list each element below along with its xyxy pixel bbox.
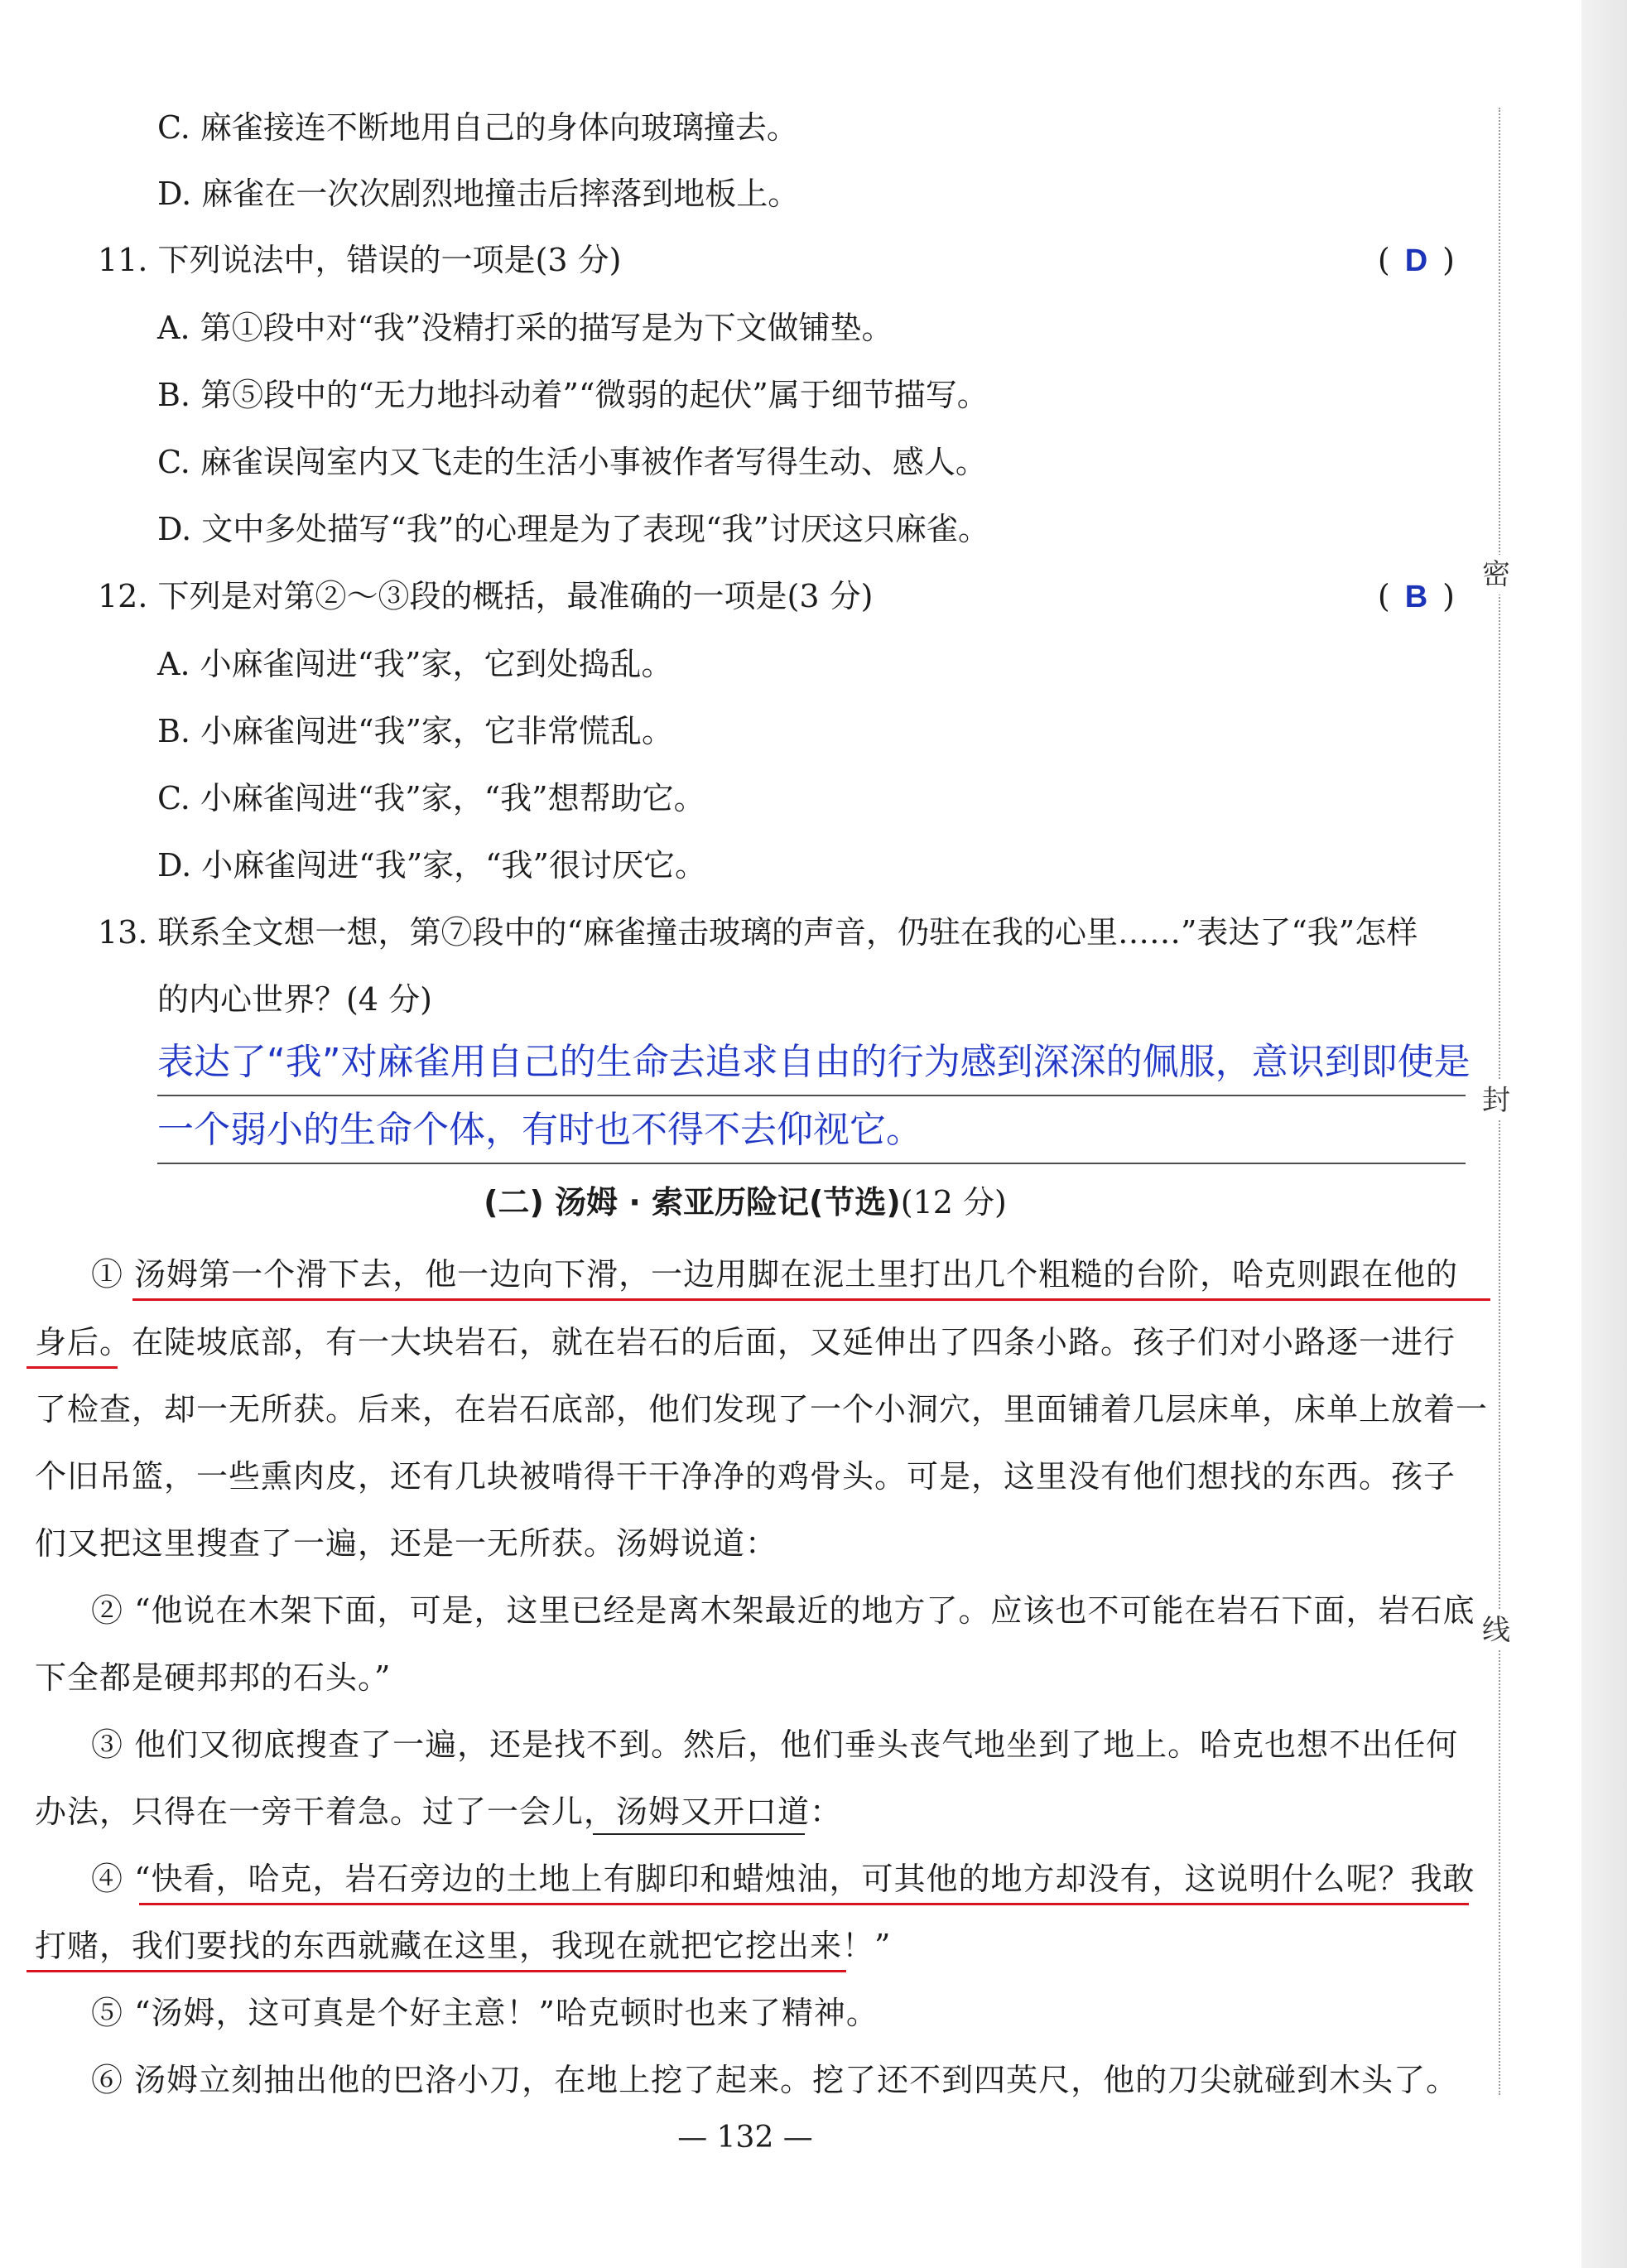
q11-option-d: D. 文中多处描写“我”的心理是为了表现“我”讨厌这只麻雀。: [157, 511, 989, 547]
q10-option-d: D. 麻雀在一次次剧烈地撞击后摔落到地板上。: [157, 176, 800, 212]
p1-line5: 们又把这里搜查了一遍，还是一无所获。汤姆说道：: [35, 1525, 778, 1562]
q12-paren-close: ): [1442, 578, 1455, 614]
p2-line1: ② “他说在木架下面，可是，这里已经是离木架最近的地方了。应该也不可能在岩石下面，岩石底: [91, 1592, 1475, 1629]
red-underline-p4-2: [26, 1970, 846, 1972]
page-number: — 132 —: [677, 2121, 813, 2155]
p3-line1: ③ 他们又彻底搜查了一遍，还是找不到。然后，他们垂头丧气地坐到了地上。哈克也想不出任何: [91, 1726, 1459, 1763]
p1-line3: 了检查，却一无所获。后来，在岩石底部，他们发现了一个小洞穴，里面铺着几层床单，床单上放着一: [35, 1391, 1489, 1428]
answer-rule-1: [157, 1095, 1466, 1096]
q12-stem: 12. 下列是对第②～③段的概括，最准确的一项是(3 分): [98, 578, 874, 614]
q13-stem-line2: 的内心世界？(4 分): [157, 981, 432, 1018]
p1-line1: ① 汤姆第一个滑下去，他一边向下滑，一边用脚在泥土里打出几个粗糙的台阶，哈克则跟在他的: [91, 1256, 1459, 1293]
q12-answer-box: [1378, 576, 1455, 617]
q12-option-a: A. 小麻雀闯进“我”家，它到处捣乱。: [157, 646, 673, 682]
q11-paren-close: ): [1442, 242, 1455, 278]
q12-option-b: B. 小麻雀闯进“我”家，它非常慌乱。: [157, 713, 673, 749]
q12-option-c: C. 小麻雀闯进“我”家，“我”想帮助它。: [157, 780, 705, 816]
q11-option-b: B. 第⑤段中的“无力地抖动着”“微弱的起伏”属于细节描写。: [157, 377, 989, 413]
q13-answer-line1: 表达了“我”对麻雀用自己的生命去追求自由的行为感到深深的佩服，意识到即使是: [157, 1041, 1471, 1083]
margin-char-1: 密: [1482, 555, 1510, 595]
p6-line1: ⑥ 汤姆立刻抽出他的巴洛小刀，在地上挖了起来。挖了还不到四英尺，他的刀尖就碰到木头了。: [91, 2062, 1459, 2098]
section-score: (12 分): [900, 1184, 1007, 1221]
q12-paren-open: (: [1377, 578, 1390, 614]
black-underline-p3: [593, 1833, 805, 1835]
q11-option-c: C. 麻雀误闯室内又飞走的生活小事被作者写得生动、感人。: [157, 444, 987, 480]
red-underline-p1-2: [26, 1366, 118, 1369]
q13-answer-line2: 一个弱小的生命个体，有时也不得不去仰视它。: [157, 1109, 922, 1151]
p2-line2: 下全都是硬邦邦的石头。”: [35, 1659, 392, 1696]
q13-stem-line1: 13. 联系全文想一想，第⑦段中的“麻雀撞击玻璃的声音，仍驻在我的心里……”表达了“我”怎样: [98, 914, 1418, 951]
margin-char-3: 线: [1482, 1611, 1510, 1650]
page-edge-shadow: [1581, 0, 1627, 2268]
q11-answer-box: [1378, 240, 1455, 281]
red-underline-p1-1: [132, 1298, 1490, 1301]
q11-answer: D: [1404, 243, 1428, 278]
p1-line4: 个旧吊篮，一些熏肉皮，还有几块被啃得干干净净的鸡骨头。可是，这里没有他们想找的东西。孩子: [35, 1458, 1456, 1495]
p3-line2: 办法，只得在一旁干着急。过了一会儿，汤姆又开口道：: [35, 1794, 843, 1830]
red-underline-p4-1: [139, 1903, 1469, 1905]
q11-option-a: A. 第①段中对“我”没精打采的描写是为下文做铺垫。: [157, 310, 893, 346]
p1-line2: 身后。在陡坡底部，有一大块岩石，就在岩石的后面，又延伸出了四条小路。孩子们对小路逐一进行: [35, 1324, 1456, 1360]
section-title: [0, 1182, 1490, 1222]
p5-line1: ⑤ “汤姆，这可真是个好主意！”哈克顿时也来了精神。: [91, 1995, 878, 2031]
q11-stem: 11. 下列说法中，错误的一项是(3 分): [98, 242, 622, 278]
section-title-text: (二) 汤姆 · 索亚历险记(节选): [484, 1184, 901, 1221]
margin-char-2: 封: [1482, 1081, 1510, 1120]
q12-option-d: D. 小麻雀闯进“我”家，“我”很讨厌它。: [157, 847, 706, 884]
q10-option-c: C. 麻雀接连不断地用自己的身体向玻璃撞去。: [157, 109, 798, 146]
q11-paren-open: (: [1377, 242, 1390, 278]
answer-rule-2: [157, 1163, 1466, 1164]
p4-line2: 打赌，我们要找的东西就藏在这里，我现在就把它挖出来！”: [35, 1928, 892, 1964]
q12-answer: B: [1404, 580, 1428, 614]
p4-line1: ④ “快看，哈克，岩石旁边的土地上有脚印和蜡烛油，可其他的地方却没有，这说明什么呢？我敢: [91, 1861, 1475, 1897]
